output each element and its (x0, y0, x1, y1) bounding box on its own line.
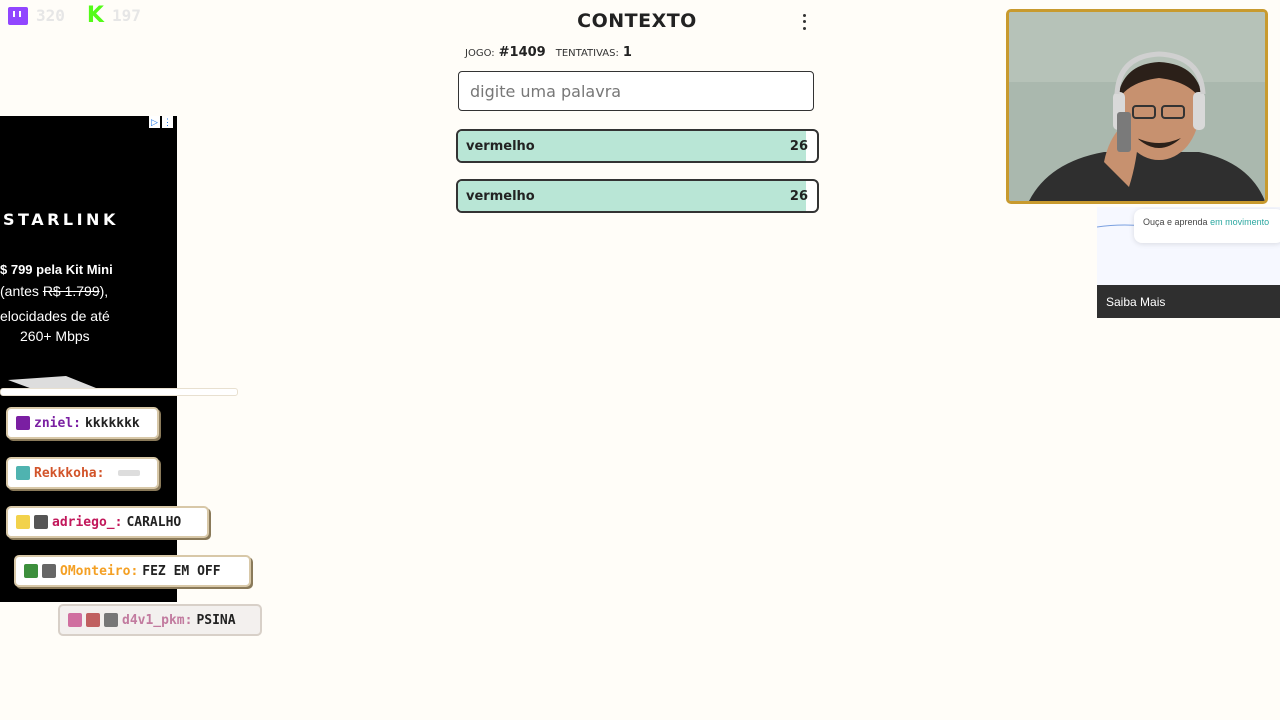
ad-headline: $ 799 pela Kit Mini (0, 262, 113, 277)
guess-rank: 26 (789, 189, 808, 204)
chat-username: adriego_: (52, 514, 123, 530)
chat-username: OMonteiro: (60, 563, 139, 579)
chat-message (14, 555, 251, 587)
user-badge-icon (16, 466, 30, 480)
chat-username: Rekkkoha: (34, 465, 105, 481)
learn-more-button[interactable]: Saiba Mais (1097, 285, 1280, 318)
ad-brand: STARLINK (3, 210, 119, 229)
ad-old-price-prefix: (antes (0, 283, 43, 299)
user-badge-icon (104, 613, 118, 627)
game-info (465, 45, 632, 60)
ad-old-price-value: R$ 1.799 (42, 283, 100, 299)
chat-text: kkkkkkk (84, 415, 140, 431)
attempts-label: TENTATIVAS: (555, 48, 619, 59)
guess-word: vermelho (466, 139, 535, 154)
page-title: CONTEXTO (577, 10, 697, 32)
ad-old-price (0, 283, 108, 299)
chat-message (6, 457, 159, 489)
chat-message (6, 407, 159, 439)
kick-viewer-count: 197 (111, 6, 141, 25)
chat-text: PSINA (196, 612, 236, 628)
word-input[interactable] (458, 71, 814, 111)
guess-word: vermelho (466, 189, 535, 204)
webcam-feed (1006, 9, 1268, 204)
user-badge-icon (16, 515, 30, 529)
guess-rank: 26 (789, 139, 808, 154)
twitch-viewer-count: 320 (36, 6, 65, 25)
ad-old-price-suffix: ), (99, 283, 109, 299)
chat-username: d4v1_pkm: (122, 612, 193, 628)
chat-text: CARALHO (126, 514, 182, 530)
ad-message (1143, 217, 1269, 227)
user-badge-icon (68, 613, 82, 627)
ad-message-text: Ouça e aprenda (1143, 217, 1211, 227)
more-vertical-icon[interactable] (797, 12, 811, 32)
chat-username: zniel: (34, 415, 81, 431)
ad-speed-value: 260+ Mbps (20, 328, 90, 344)
game-label: JOGO: (465, 48, 495, 59)
ad-controls[interactable] (149, 116, 173, 128)
close-icon[interactable]: ⋮ (163, 117, 172, 127)
user-badge-icon (24, 564, 38, 578)
streamer-video (1009, 12, 1265, 201)
game-number: #1409 (498, 45, 546, 60)
guess-row (456, 179, 819, 213)
ad-message-accent: em movimento (1210, 217, 1270, 227)
user-badge-icon (42, 564, 56, 578)
ad-choices-icon[interactable]: ▷ (149, 116, 160, 128)
user-badge-icon (86, 613, 100, 627)
guess-row (456, 129, 819, 163)
kick-icon: K (86, 2, 104, 28)
chat-message (6, 506, 209, 538)
chat-message (58, 604, 262, 636)
side-ad[interactable] (1097, 207, 1280, 318)
emote-icon (118, 470, 140, 476)
user-badge-icon (34, 515, 48, 529)
user-badge-icon (16, 416, 30, 430)
chat-text: FEZ EM OFF (142, 563, 221, 579)
ad-divider (0, 388, 238, 396)
attempts-count: 1 (622, 45, 632, 60)
ad-speed-text: elocidades de até (0, 308, 110, 324)
